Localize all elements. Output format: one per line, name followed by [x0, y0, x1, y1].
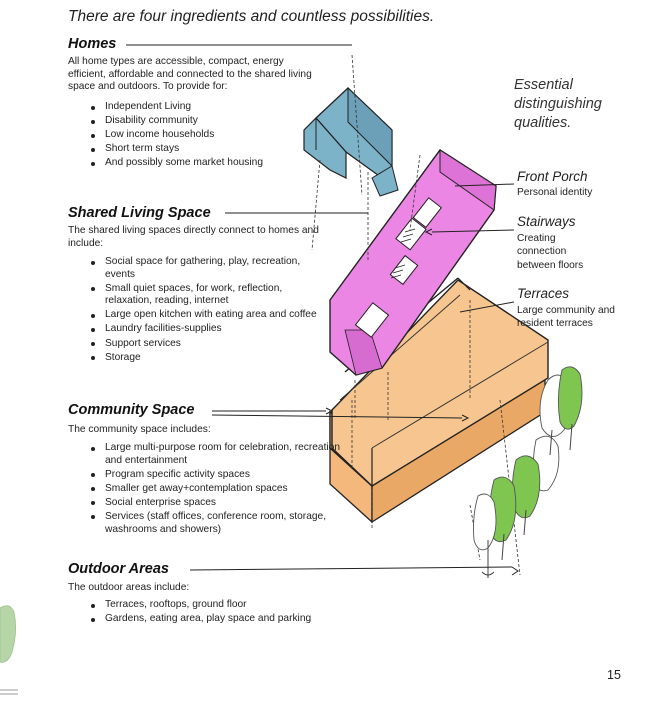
shared-list-item: Small quiet spaces, for work, reflection, relaxation, reading, internet	[68, 283, 323, 308]
community-title: Community Space	[68, 402, 195, 418]
homes-list	[68, 101, 328, 171]
outdoor-list-item: Gardens, eating area, play space and parking	[68, 613, 343, 626]
stairways-title: Stairways	[517, 214, 576, 229]
stairways-description: Creating connection between floors	[517, 233, 584, 271]
community-description: The community space includes:	[68, 424, 211, 435]
outdoor-list	[68, 599, 343, 627]
homes-list-item: Short term stays	[68, 143, 328, 156]
shared-list-item: Large open kitchen with eating area and coffee	[68, 309, 323, 322]
community-list-item: Large multi-purpose room for celebration, recreation and entertainment	[68, 442, 343, 467]
margin-tree	[0, 606, 18, 694]
outdoor-list-item: Terraces, rooftops, ground floor	[68, 599, 343, 612]
shared-list-item: Support services	[68, 338, 323, 351]
community-list-item: Smaller get away+contemplation spaces	[68, 483, 343, 496]
community-list-item: Program specific activity spaces	[68, 469, 343, 482]
terraces-title: Terraces	[517, 286, 570, 301]
intro-heading: There are four ingredients and countless possibilities.	[68, 8, 435, 25]
homes-list-item: Low income households	[68, 129, 328, 142]
community-list	[68, 442, 343, 538]
shared-list-item: Storage	[68, 352, 323, 365]
outdoor-description: The outdoor areas include:	[68, 582, 190, 593]
homes-title: Homes	[68, 36, 117, 52]
shared-living-description: The shared living spaces directly connect to homes and include:	[68, 225, 319, 249]
shared-list-item: Laundry facilities-supplies	[68, 323, 323, 336]
community-list-item: Services (staff offices, conference room, storage, washrooms and showers)	[68, 511, 343, 536]
homes-list-item: And possibly some market housing	[68, 157, 328, 170]
shared-living-title: Shared Living Space	[68, 205, 211, 221]
terraces-description: Large community and resident terraces	[517, 305, 615, 330]
page-number: 15	[607, 668, 621, 682]
community-list-item: Social enterprise spaces	[68, 497, 343, 510]
outdoor-title: Outdoor Areas	[68, 561, 169, 577]
homes-list-item: Independent Living	[68, 101, 328, 114]
shared-list-item: Social space for gathering, play, recreation, events	[68, 256, 323, 281]
homes-description: All home types are accessible, compact, energy efficient, affordable and connected to the shared living space and outdoors. To provide for:	[68, 56, 312, 93]
front-porch-description: Personal identity	[517, 187, 593, 198]
essential-qualities-label: Essential distinguishing qualities.	[514, 77, 602, 131]
homes-list-item: Disability community	[68, 115, 328, 128]
front-porch-title: Front Porch	[517, 169, 588, 184]
shared-living-list	[68, 256, 323, 366]
